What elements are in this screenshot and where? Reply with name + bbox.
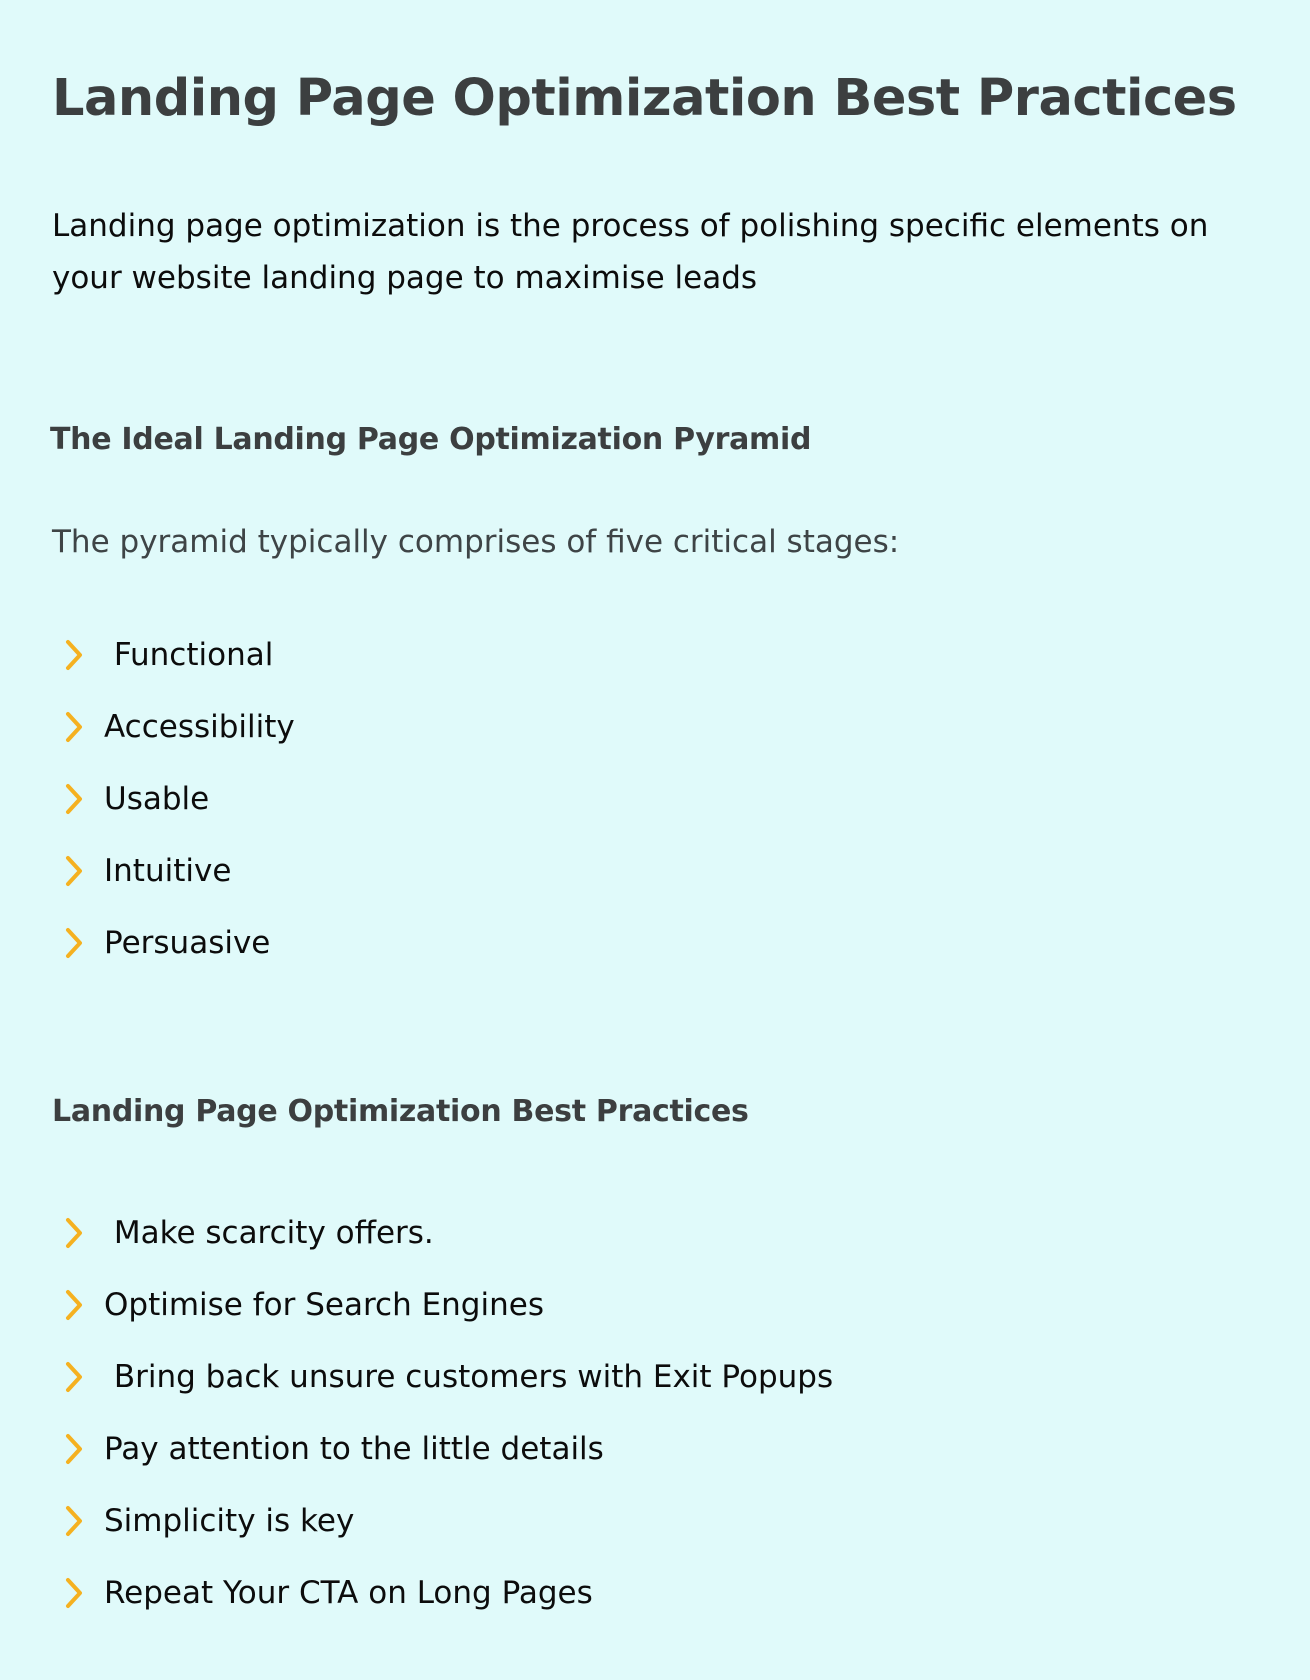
list-item-label: Functional <box>104 637 274 673</box>
list-item <box>62 1497 833 1545</box>
pyramid-stages-list <box>62 631 295 991</box>
chevron-right-icon <box>62 925 90 961</box>
chevron-right-icon <box>62 709 90 745</box>
chevron-right-icon <box>62 781 90 817</box>
list-item-label: Repeat Your CTA on Long Pages <box>104 1575 593 1611</box>
list-item <box>62 1209 833 1257</box>
best-practices-list <box>62 1209 833 1641</box>
chevron-right-icon <box>62 1359 90 1395</box>
list-item <box>62 847 295 895</box>
list-item-label: Accessibility <box>104 709 295 745</box>
list-item-label: Optimise for Search Engines <box>104 1287 544 1323</box>
chevron-right-icon <box>62 1215 90 1251</box>
list-item <box>62 775 295 823</box>
chevron-right-icon <box>62 1575 90 1611</box>
list-item <box>62 1281 833 1329</box>
page-title: Landing Page Optimization Best Practices <box>52 69 1237 128</box>
list-item-label: Bring back unsure customers with Exit Popups <box>104 1359 834 1395</box>
list-item <box>62 703 295 751</box>
chevron-right-icon <box>62 1431 90 1467</box>
list-item-label: Intuitive <box>104 853 232 889</box>
list-item-label: Usable <box>104 781 210 817</box>
list-item <box>62 919 295 967</box>
list-item <box>62 1569 833 1617</box>
chevron-right-icon <box>62 1503 90 1539</box>
list-item-label: Make scarcity offers. <box>104 1215 434 1251</box>
list-item-label: Persuasive <box>104 925 271 961</box>
chevron-right-icon <box>62 1287 90 1323</box>
list-item <box>62 1425 833 1473</box>
pyramid-heading: The Ideal Landing Page Optimization Pyramid <box>50 422 812 457</box>
best-practices-heading: Landing Page Optimization Best Practices <box>52 1094 749 1129</box>
list-item-label: Simplicity is key <box>104 1503 355 1539</box>
list-item <box>62 1353 833 1401</box>
intro-paragraph: Landing page optimization is the process of polishing specific elements on your website landing page to maximise leads <box>52 208 1209 296</box>
list-item-label: Pay attention to the little details <box>104 1431 604 1467</box>
chevron-right-icon <box>62 637 90 673</box>
chevron-right-icon <box>62 853 90 889</box>
pyramid-lead-text: The pyramid typically comprises of five critical stages: <box>52 524 900 560</box>
list-item <box>62 631 295 679</box>
